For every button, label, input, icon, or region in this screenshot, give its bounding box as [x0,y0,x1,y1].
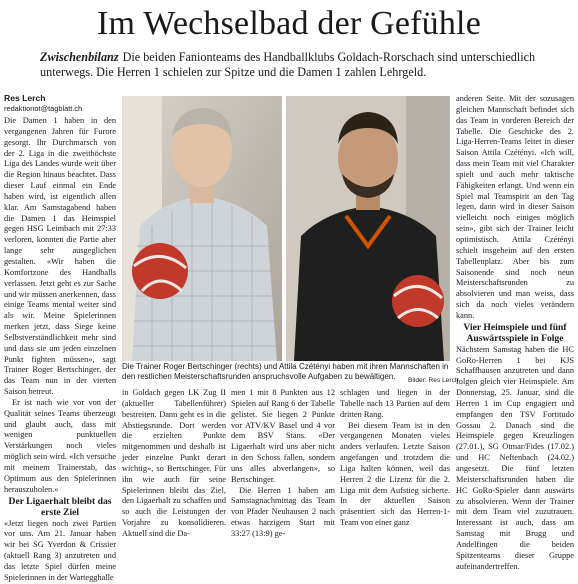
column-4 [340,388,450,529]
kicker: Zwischenbilanz [40,50,119,64]
paragraph: anderen Seite. Mit der sozusagen gleichen Mannschaft befindet sich das Team in vorderen Bereich der Tabelle. Die Geschicke des 2. Liga-Herren-Teams leitet in dieser Saison Attila Czétényi. «Ich will, dass mein Team mit viel Charakter spielt und auch mehr taktische Fähigkeiten erlangt. Und wenn ein Spiel mal Teamspirit an den Tag legen, dann wird in dieser Saison vielleicht noch einiges möglich sein», gibt sich der Trainer leicht optimistisch. Attila Czétényi schielt insgeheim auf den ersten Tabellenplatz. Aber bis zum Saisonende sind noch neun Meisterschaftsrunden zu absolvieren und man weiss, dass sich da noch vieles verändern kann. [456,94,574,320]
author-email: redaktionot@tagblatt.ch [4,104,83,113]
column-2 [122,388,226,540]
paragraph: Die Herren 1 haben am Samstagnachmittag das Team von Pfader Neuhausen 2 nach etwas harzigem Start mit 33:27 (13:9) ge- [231,485,335,538]
headline: Im Wechselbad der Gefühle [97,5,481,42]
paragraph: men 1 mit 8 Punkten aus 12 Spielen auf Rang 6 der Tabelle gelistet. Sie liegen 2 Punkte vor ATV/KV Basel und 4 vor dem BSV Stans. «Der Ligaerhalt wird uns aber nicht in den Schoss fallen, sondern uns alles abverlangen», so Bertschinger. [231,388,335,484]
photo-attila-czetenyi [286,96,450,361]
subheading: Der Ligaerhalt bleibt das erste Ziel [8,495,112,519]
column-3 [231,388,335,540]
paragraph: Er ist nach wie vor von der Qualität seines Teams überzeugt und glaubt auch, dass mit wenigen punktuellen Verstärkungen noch vieles möglich sein wird. «Ich versuche mit meinem Trainerstab, das Optimum aus den Spielerinnen herauszuholen.» [4,397,116,494]
coach-photo-right [286,96,450,361]
byline [4,93,119,114]
photo-roger-bertschinger [122,96,282,361]
paragraph: Nächstem Samstag haben die HC GoRo-Herren 1 bei KJS Schaffhausen anzutreten und dann folgen gleich vier Heimspiele. Am Donnerstag, 25. Januar, sind die Herren 1 im Cup engagiert und empfangen den TSV Fortitudo Gossau 2. Danach sind die Heimspiele gegen Kreuzlingen (27.01.), SG Otmar/Fides (17.02.) und HC Neftenbach (24.02.) angesetzt. Die fünf letzten Meisterschaftsrunden haben die HC GoRo-Spieler dann auswärts zu absolvieren. Wenn der Trainer mit dem Team viel zuzutrauen. Interessant ist auch, dass am Samstag mit Brugg und Andelfingen die beiden Spitzenteams dieser Gruppe aufeinandertreffen. [456,344,574,571]
paragraph: in Goldach gegen LK Zug II (aktueller Tabellenführer) bestreiten. Dann geht es in die Abstiegsrunde. Dort werden die erzielten Punkte mitgenommen und deshalb ist jeder einzelne Punkt derart wichtig», so Bertschinger. Für ihn wie auch für seine Spielerinnen bleibt das Ziel, den Ligaerhalt zu schaffen und so auch die Leistungen der Vorjahre zu konsolidieren. Aktuell sind die Da- [122,388,226,538]
photo-credit: Bilder: Res Lerch [408,377,459,384]
standfirst-text: Die beiden Fanionteams des Handballklubs Goldach-Rorschach sind unterschiedlich unterwegs. Die Herren 1 schielen zur Spitze und die Damen 1 zahlen Lehrgeld. [40,50,536,79]
subheading: Vier Heimspiele und fünf Auswärtsspiele in Folge [463,321,567,345]
column-1 [4,116,116,584]
standfirst [40,50,560,80]
author-name: Res Lerch [4,93,46,103]
paragraph: Bei diesem Team ist in den vergangenen Monaten vieles anders verlaufen. Letzte Saison angefangen und trotzdem die Liga halten können, weil das Herren 2 die Lizenz für die 2. Liga mit dem Aufstieg sicherte. In der aktuellen Saison präsentiert sich das Herren-1-Team von einer ganz [340,420,450,528]
paragraph: Die Damen 1 haben in den vergangenen Jahren für Furore gesorgt. Ihr Durchmarsch von der 2. Liga in die zweithöchste Liga des Landes wurde weit über die Region hinaus beachtet. Dass dieser Lauf einmal ein Ende haben wird, ist eigentlich allen klar. Am Samstagabend haben die Damen 1 das Heimspiel gegen HSG Leimbach mit 27:33 verloren, konnten die Partie aber lange sehr ausgeglichen gestalten. «Wir haben die Komfortzone des Handballs verlassen. Jetzt geht es zur Sache und wir müssen anerkennen, dass einige Teams mental weiter sind als wir. Meine Spielerinnen merken jetzt, dass Siege keine Selbstverständlichkeit mehr sind und dass sie um jeden einzelnen Punkt fighten müssen», sagt Trainer Roger Bertschinger, der das Team nun in der vierten Saison betreut. [4,116,116,397]
coach-photo-left [122,96,282,361]
paragraph: schlagen und liegen in der Tabelle nach 13 Partien auf dem dritten Rang. [340,388,450,419]
column-5 [456,94,574,572]
paragraph: «Jetzt liegen noch zwei Partien vor uns. Am 21. Januar haben wir bei SG Yverdon & Crissier (aktuell Rang 3) anzutreten und das letzte Spiel dürfen meine Spielerinnen in der Wartegghalle [4,518,116,582]
photo-caption: Die Trainer Roger Bertschinger (rechts) und Attila Czétényi haben mit ihren Mannschaften in den restlichen Meisterschaftsrunden anspruchsvolle Aufgaben zu bewältigen. [122,362,449,381]
